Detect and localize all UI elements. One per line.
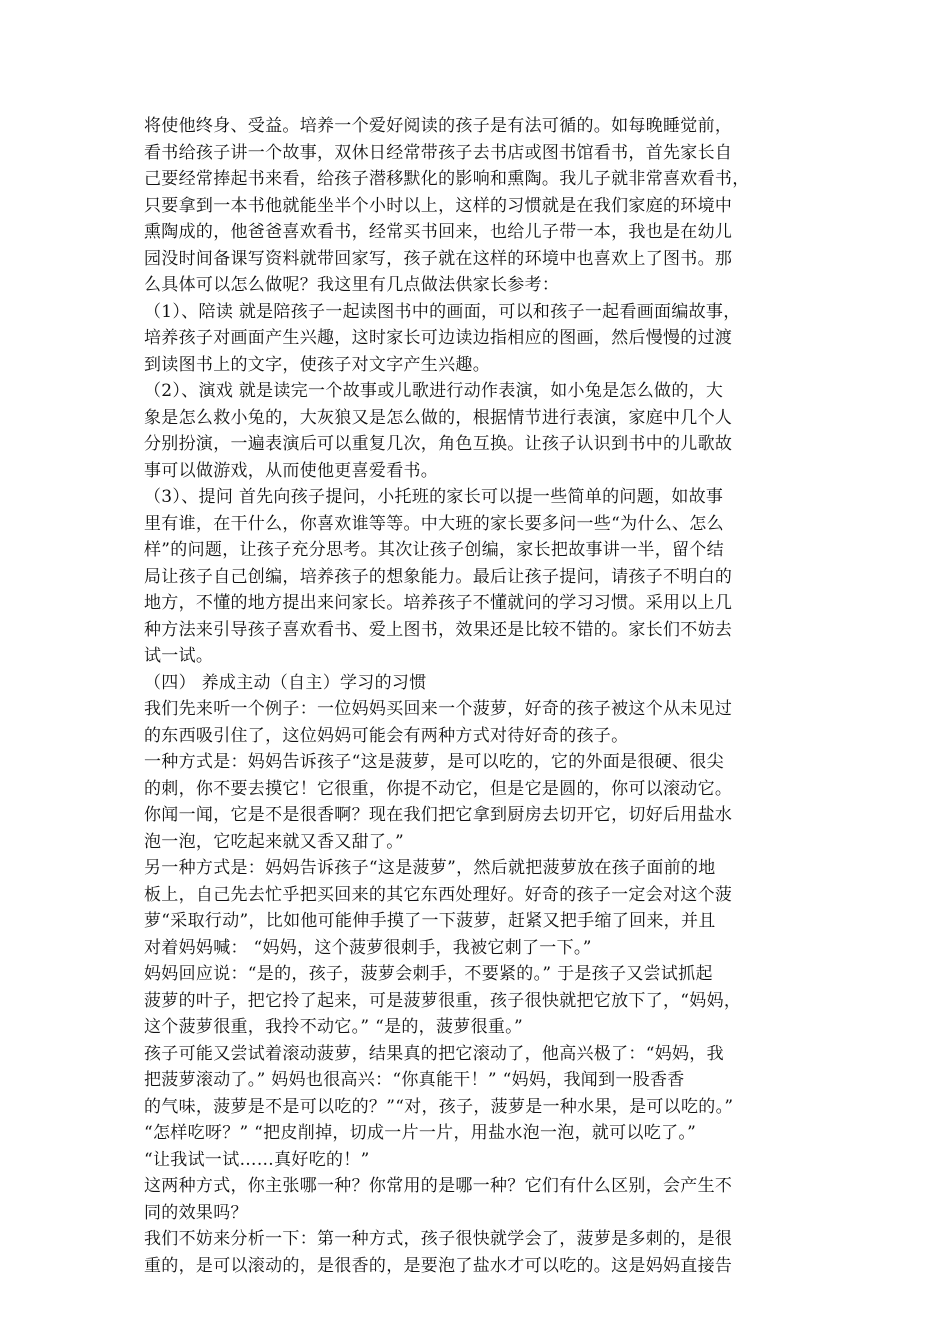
text-line: 萝“采取行动”，比如他可能伸手摸了一下菠萝，赶紧又把手缩了回来，并且 bbox=[144, 911, 716, 931]
text-line: 妈妈回应说：“是的，孩子，菠萝会刺手，不要紧的。” 于是孩子又尝试抓起 bbox=[144, 964, 713, 984]
text-line: 菠萝的叶子，把它拎了起来，可是菠萝很重，孩子很快就把它放下了，“妈妈， bbox=[144, 990, 742, 1011]
text-line: 象是怎么救小兔的，大灰狼又是怎么做的，根据情节进行表演，家庭中几个人 bbox=[144, 407, 733, 428]
text-line: 事可以做游戏，从而使他更喜爱看书。 bbox=[144, 460, 439, 481]
text-line: 园没时间备课写资料就带回家写，孩子就在这样的环境中也喜欢上了图书。那 bbox=[144, 248, 733, 269]
text-line: 另一种方式是：妈妈告诉孩子“这是菠萝”，然后就把菠萝放在孩子面前的地 bbox=[144, 858, 716, 878]
text-line: 里有谁，在干什么，你喜欢谁等等。中大班的家长要多问一些“为什么、怎么 bbox=[144, 513, 724, 534]
text-line: “让我试一试……真好吃的！” bbox=[144, 1149, 370, 1170]
text-line: 到读图书上的文字，使孩子对文字产生兴趣。 bbox=[144, 354, 490, 375]
text-line: （四） 养成主动（自主）学习的习惯 bbox=[144, 672, 427, 693]
text-line: 我们不妨来分析一下：第一种方式，孩子很快就学会了，菠萝是多刺的，是很 bbox=[144, 1229, 733, 1249]
text-line: （2）、演戏 就是读完一个故事或儿歌进行动作表演，如小兔是怎么做的，大 bbox=[144, 381, 724, 401]
text-line: 地方，不懂的地方提出来问家长。培养孩子不懂就问的学习习惯。采用以上几 bbox=[144, 593, 733, 613]
text-line: 我们先来听一个例子：一位妈妈买回来一个菠萝，好奇的孩子被这个从未见过 bbox=[144, 699, 733, 719]
text-line: 同的效果吗？ bbox=[144, 1202, 248, 1223]
text-line: 培养孩子对画面产生兴趣，这时家长可边读边指相应的图画，然后慢慢的过渡 bbox=[144, 328, 733, 348]
text-line: 试一试。 bbox=[144, 646, 214, 666]
text-line: 局让孩子自己创编，培养孩子的想象能力。最后让孩子提问，请孩子不明白的 bbox=[144, 566, 733, 587]
text-line: 种方法来引导孩子喜欢看书、爱上图书，效果还是比较不错的。家长们不妨去 bbox=[144, 619, 733, 640]
text-line: 的气味，菠萝是不是可以吃的？”“对，孩子，菠萝是一种水果，是可以吃的。” bbox=[144, 1096, 734, 1117]
text-line: 只要拿到一本书他就能坐半个小时以上，这样的习惯就是在我们家庭的环境中 bbox=[144, 195, 733, 216]
text-line: 己要经常捧起书来看，给孩子潜移默化的影响和熏陶。我儿子就非常喜欢看书， bbox=[144, 169, 750, 189]
text-line: 对着妈妈喊： “妈妈，这个菠萝很刺手，我被它刺了一下。” bbox=[144, 937, 592, 958]
text-line: 重的，是可以滚动的，是很香的，是要泡了盐水才可以吃的。这是妈妈直接告 bbox=[144, 1255, 733, 1276]
text-line: 这两种方式，你主张哪一种？你常用的是哪一种？它们有什么区别，会产生不 bbox=[144, 1176, 733, 1196]
text-line: 样”的问题，让孩子充分思考。其次让孩子创编，家长把故事讲一半，留个结 bbox=[144, 540, 724, 560]
text-line: 熏陶成的，他爸爸喜欢看书，经常买书回来，也给儿子带一本，我也是在幼儿 bbox=[144, 222, 733, 242]
text-line: 这个菠萝很重，我拎不动它。” “是的，菠萝很重。” bbox=[144, 1017, 523, 1037]
text-line: （1）、陪读 就是陪孩子一起读图书中的画面，可以和孩子一起看画面编故事， bbox=[144, 301, 741, 322]
text-line: 的刺，你不要去摸它！它很重，你提不动它，但是它是圆的，你可以滚动它。 bbox=[144, 778, 733, 799]
text-line: 看书给孩子讲一个故事，双休日经常带孩子去书店或图书馆看书，首先家长自 bbox=[144, 142, 733, 163]
text-line: 一种方式是：妈妈告诉孩子“这是菠萝，是可以吃的，它的外面是很硬、很尖 bbox=[144, 752, 724, 772]
text-line: 你闻一闻，它是不是很香啊？现在我们把它拿到厨房去切开它，切好后用盐水 bbox=[144, 805, 733, 825]
document-body bbox=[144, 113, 812, 1279]
text-line: 板上，自己先去忙乎把买回来的其它东西处理好。好奇的孩子一定会对这个菠 bbox=[144, 884, 733, 905]
text-line: （3）、提问 首先向孩子提问，小托班的家长可以提一些简单的问题，如故事 bbox=[144, 487, 724, 507]
text-line: 分别扮演，一遍表演后可以重复几次，角色互换。让孩子认识到书中的儿歌故 bbox=[144, 434, 733, 454]
text-line: 么具体可以怎么做呢？我这里有几点做法供家长参考： bbox=[144, 275, 560, 295]
text-line: 的东西吸引住了，这位妈妈可能会有两种方式对待好奇的孩子。 bbox=[144, 725, 629, 746]
text-line: 泡一泡，它吃起来就又香又甜了。” bbox=[144, 831, 404, 852]
text-line: 孩子可能又尝试着滚动菠萝，结果真的把它滚动了，他高兴极了：“妈妈，我 bbox=[144, 1043, 724, 1064]
text-line: 将使他终身、受益。培养一个爱好阅读的孩子是有法可循的。如每晚睡觉前， bbox=[144, 116, 733, 136]
text-line: 把菠萝滚动了。” 妈妈也很高兴：“你真能干！” “妈妈，我闻到一股香香 bbox=[144, 1070, 685, 1090]
text-line: “怎样吃呀？” “把皮削掉，切成一片一片，用盐水泡一泡，就可以吃了。” bbox=[144, 1123, 697, 1143]
